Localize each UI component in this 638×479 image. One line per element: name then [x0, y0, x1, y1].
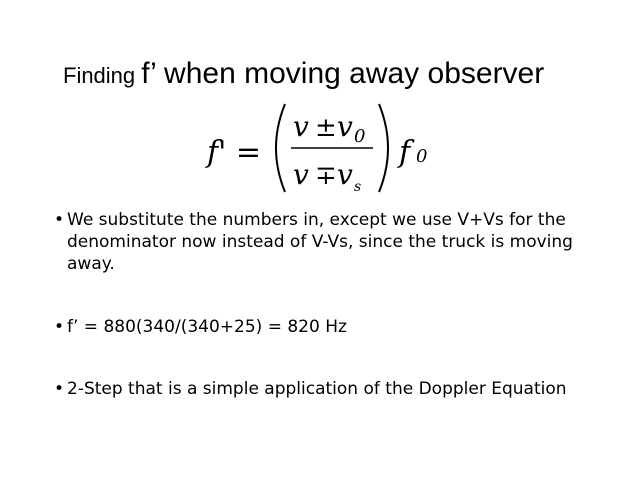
bullet-text: 2-Step that is a simple application of the Doppler Equation: [67, 379, 567, 399]
numerator-subscript: 0: [354, 126, 366, 147]
denominator-v: v: [293, 158, 309, 191]
doppler-equation-graphic: [205, 98, 435, 198]
numerator-v0: v: [337, 110, 353, 143]
title-main: f’ when moving away observer: [141, 57, 545, 90]
denominator-subscript: s: [354, 179, 362, 195]
denominator-vs: v: [337, 158, 353, 191]
equation-lhs: f' =: [207, 135, 262, 170]
bullet-marker: •: [54, 379, 65, 399]
title-prefix: Finding: [63, 63, 142, 88]
equation-factor: f: [399, 135, 411, 170]
right-paren-icon: [379, 104, 388, 192]
left-paren-icon: [276, 104, 285, 192]
numerator-operator: ±: [315, 113, 337, 143]
bullet-marker: •: [54, 210, 65, 230]
bullet-text: We substitute the numbers in, except we use V+Vs for the denominator now instead of V-Vs, since the truck is moving away.: [67, 210, 573, 274]
equation-factor-subscript: 0: [416, 146, 428, 167]
numerator-v: v: [293, 110, 309, 143]
bullet-marker: •: [54, 317, 65, 337]
slide-title: [63, 56, 544, 89]
denominator-operator: ∓: [315, 161, 337, 191]
bullet-item: [54, 378, 594, 400]
bullet-item: [54, 209, 594, 275]
bullet-item: [54, 316, 594, 338]
bullet-text: f’ = 880(340/(340+25) = 820 Hz: [67, 317, 347, 337]
doppler-equation: [205, 98, 435, 198]
